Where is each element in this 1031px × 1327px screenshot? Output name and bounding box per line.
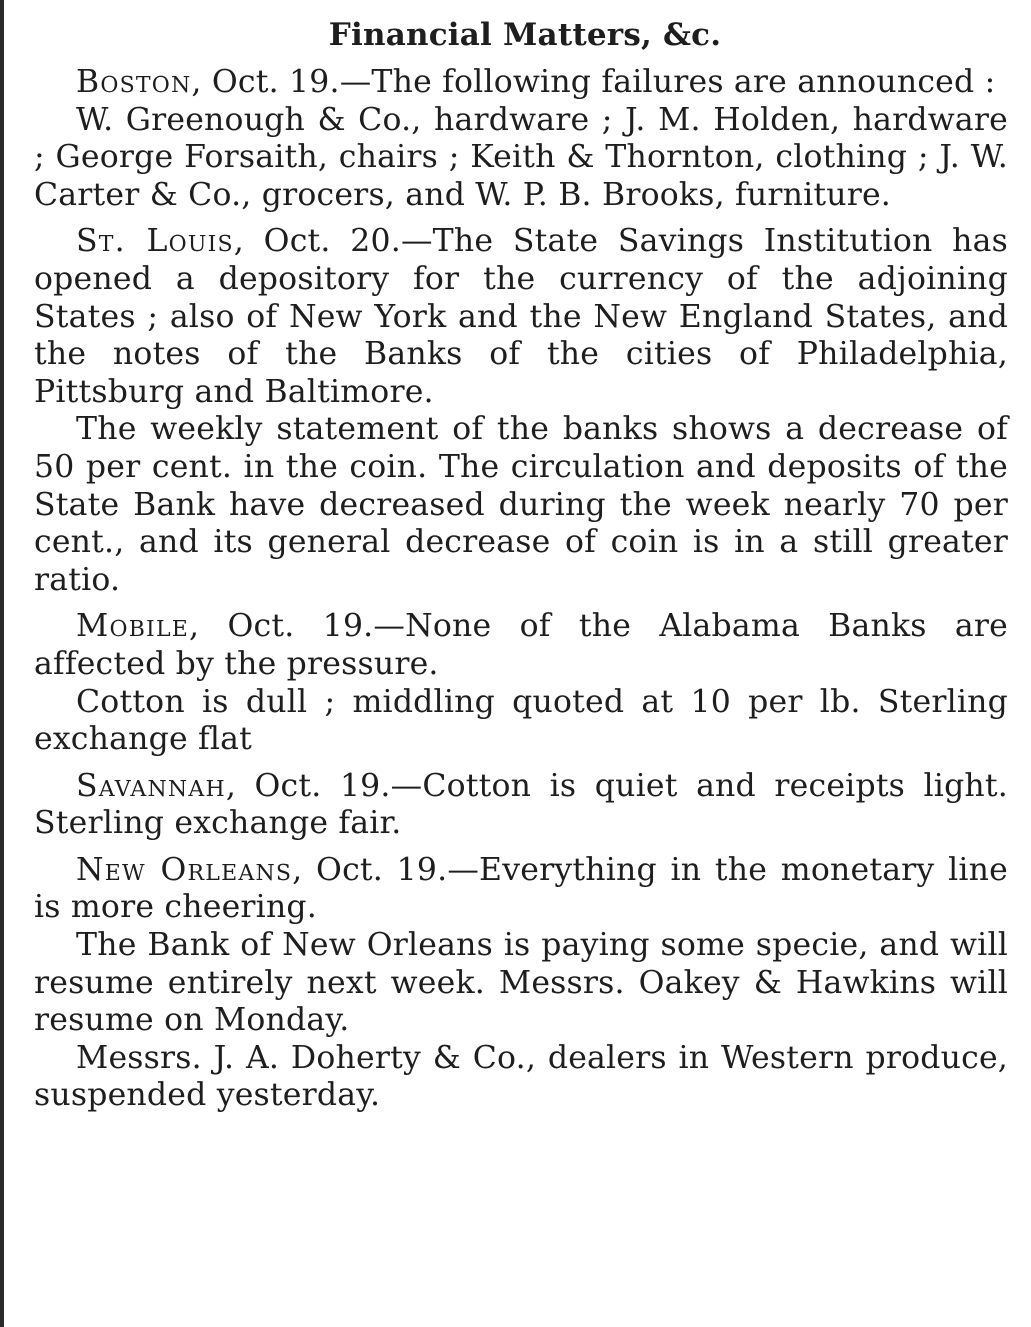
paragraph-cotton-mobile <box>34 684 1008 759</box>
dateline-boston: Boston <box>76 64 192 100</box>
paragraph-weekly-statement <box>34 411 1008 599</box>
dateline-new-orleans: New Orleans <box>76 851 293 888</box>
paragraph-new-orleans <box>34 852 1008 927</box>
dateline-savannah: Savannah <box>76 767 226 804</box>
paragraph-text: Cotton is dull ; middling quoted at 10 per lb. Sterling exchange flat <box>34 683 1008 758</box>
paragraph-savannah <box>34 768 1008 843</box>
paragraph-boston <box>34 64 1008 102</box>
paragraph-text: , Oct. 19.—Cotton is quiet and receipts light. Sterling exchange fair. <box>34 767 1008 842</box>
paragraph-failures-list <box>34 102 1008 215</box>
paragraph-text: W. Greenough & Co., hardware ; J. M. Holden, hardware ; George Forsaith, chairs ; Keith & Thornton, clothing ; J. W. Carter & Co., grocers, and W. P. B. Brooks, furniture. <box>34 101 1008 213</box>
dateline-st-louis: St. Louis <box>76 223 234 260</box>
paragraph-st-louis <box>34 223 1008 411</box>
dateline-mobile: Mobile <box>76 608 190 645</box>
paragraph-mobile <box>34 608 1008 683</box>
newspaper-column <box>34 6 1008 1115</box>
paragraph-text: , Oct. 19.—None of the Alabama Banks are affected by the pressure. <box>34 608 1008 682</box>
article-headline: Financial Matters, &c. <box>328 17 722 53</box>
paragraph-text: , Oct. 19.—Everything in the monetary line is more cheering. <box>34 851 1008 926</box>
paragraph-text: , Oct. 20.—The State Savings Institution has opened a depository for the currency of the adjoining States ; also of New York and the New England States, and the notes of the Banks of the cities of Philadelphia, Pittsburg and Baltimore. <box>34 223 1008 410</box>
column-rule <box>0 0 4 1327</box>
paragraph-text: The Bank of New Orleans is paying some specie, and will resume entirely next week. Messrs. Oakey & Hawkins will resume on Monday. <box>34 927 1008 1039</box>
paragraph-text: , Oct. 19.—The following failures are announced : <box>191 64 996 100</box>
paragraph-bank-of-new-orleans <box>34 927 1008 1040</box>
paragraph-text: The weekly statement of the banks shows a decrease of 50 per cent. in the coin. The circulation and deposits of the State Bank have decreased during the week nearly 70 per cent., and its general decrease of coin is in a still greater ratio. <box>34 411 1008 598</box>
paragraph-text: Messrs. J. A. Doherty & Co., dealers in Western produce, suspended yesterday. <box>34 1039 1008 1114</box>
paragraph-doherty <box>34 1040 1008 1115</box>
